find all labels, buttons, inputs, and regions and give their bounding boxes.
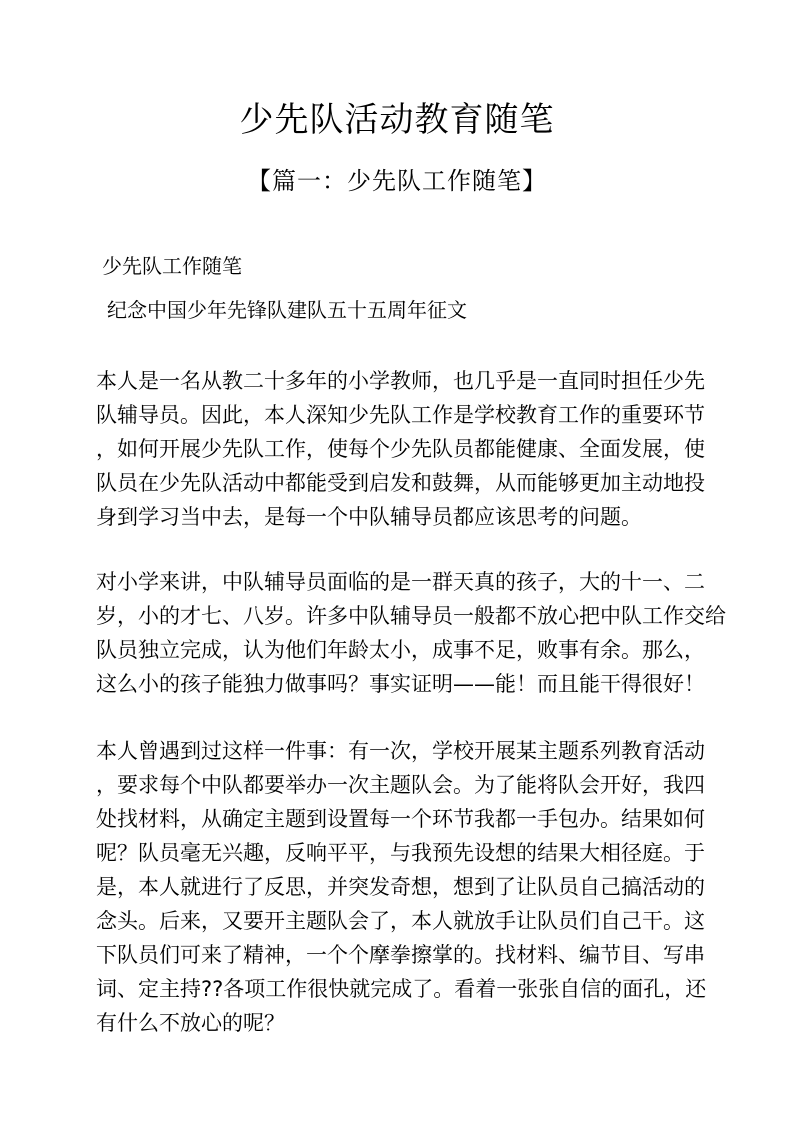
paragraph-line: 岁，小的才七、八岁。许多中队辅导员一般都不放心把中队工作交给 xyxy=(96,604,726,628)
paragraph-3 xyxy=(96,734,716,1040)
paragraph-line: 队员独立完成，认为他们年龄太小，成事不足，败事有余。那么， xyxy=(96,638,705,662)
paragraph-line: 本人曾遇到过这样一件事：有一次，学校开展某主题系列教育活动 xyxy=(96,739,705,763)
paragraph-line: 处找材料，从确定主题到设置每一个环节我都一手包办。结果如何 xyxy=(96,807,705,831)
paragraph-line: 念头。后来，又要开主题队会了，本人就放手让队员们自己干。这 xyxy=(96,909,705,933)
paragraph-1 xyxy=(96,364,716,534)
document-title: 少先队活动教育随笔 xyxy=(239,100,555,140)
section-subheading: 纪念中国少年先锋队建队五十五周年征文 xyxy=(107,298,467,322)
paragraph-line: 对小学来讲，中队辅导员面临的是一群天真的孩子，大的十一、二 xyxy=(96,570,705,594)
document-subtitle: 【篇一：少先队工作随笔】 xyxy=(247,167,547,195)
paragraph-line: 是，本人就进行了反思，并突发奇想，想到了让队员自己搞活动的 xyxy=(96,875,705,899)
paragraph-line: 呢？队员毫无兴趣，反响平平，与我预先设想的结果大相径庭。于 xyxy=(96,841,705,865)
paragraph-line: 这么小的孩子能独力做事吗？事实证明——能！而且能干得很好！ xyxy=(96,672,705,696)
paragraph-line: ，要求每个中队都要举办一次主题队会。为了能将队会开好，我四 xyxy=(96,773,705,797)
paragraph-line: 词、定主持??各项工作很快就完成了。看着一张张自信的面孔，还 xyxy=(96,977,707,1001)
paragraph-line: ，如何开展少先队工作，使每个少先队员都能健康、全面发展，使 xyxy=(96,437,705,461)
paragraph-line: 本人是一名从教二十多年的小学教师，也几乎是一直同时担任少先 xyxy=(96,369,705,393)
paragraph-line: 队员在少先队活动中都能受到启发和鼓舞，从而能够更加主动地投 xyxy=(96,471,705,495)
paragraph-2 xyxy=(96,565,726,701)
section-heading: 少先队工作随笔 xyxy=(102,254,242,278)
paragraph-line: 队辅导员。因此，本人深知少先队工作是学校教育工作的重要环节 xyxy=(96,403,705,427)
paragraph-line: 下队员们可来了精神，一个个摩拳擦掌的。找材料、编节目、写串 xyxy=(96,943,705,967)
paragraph-line: 有什么不放心的呢？ xyxy=(96,1011,285,1035)
paragraph-line: 身到学习当中去，是每一个中队辅导员都应该思考的问题。 xyxy=(96,505,642,529)
